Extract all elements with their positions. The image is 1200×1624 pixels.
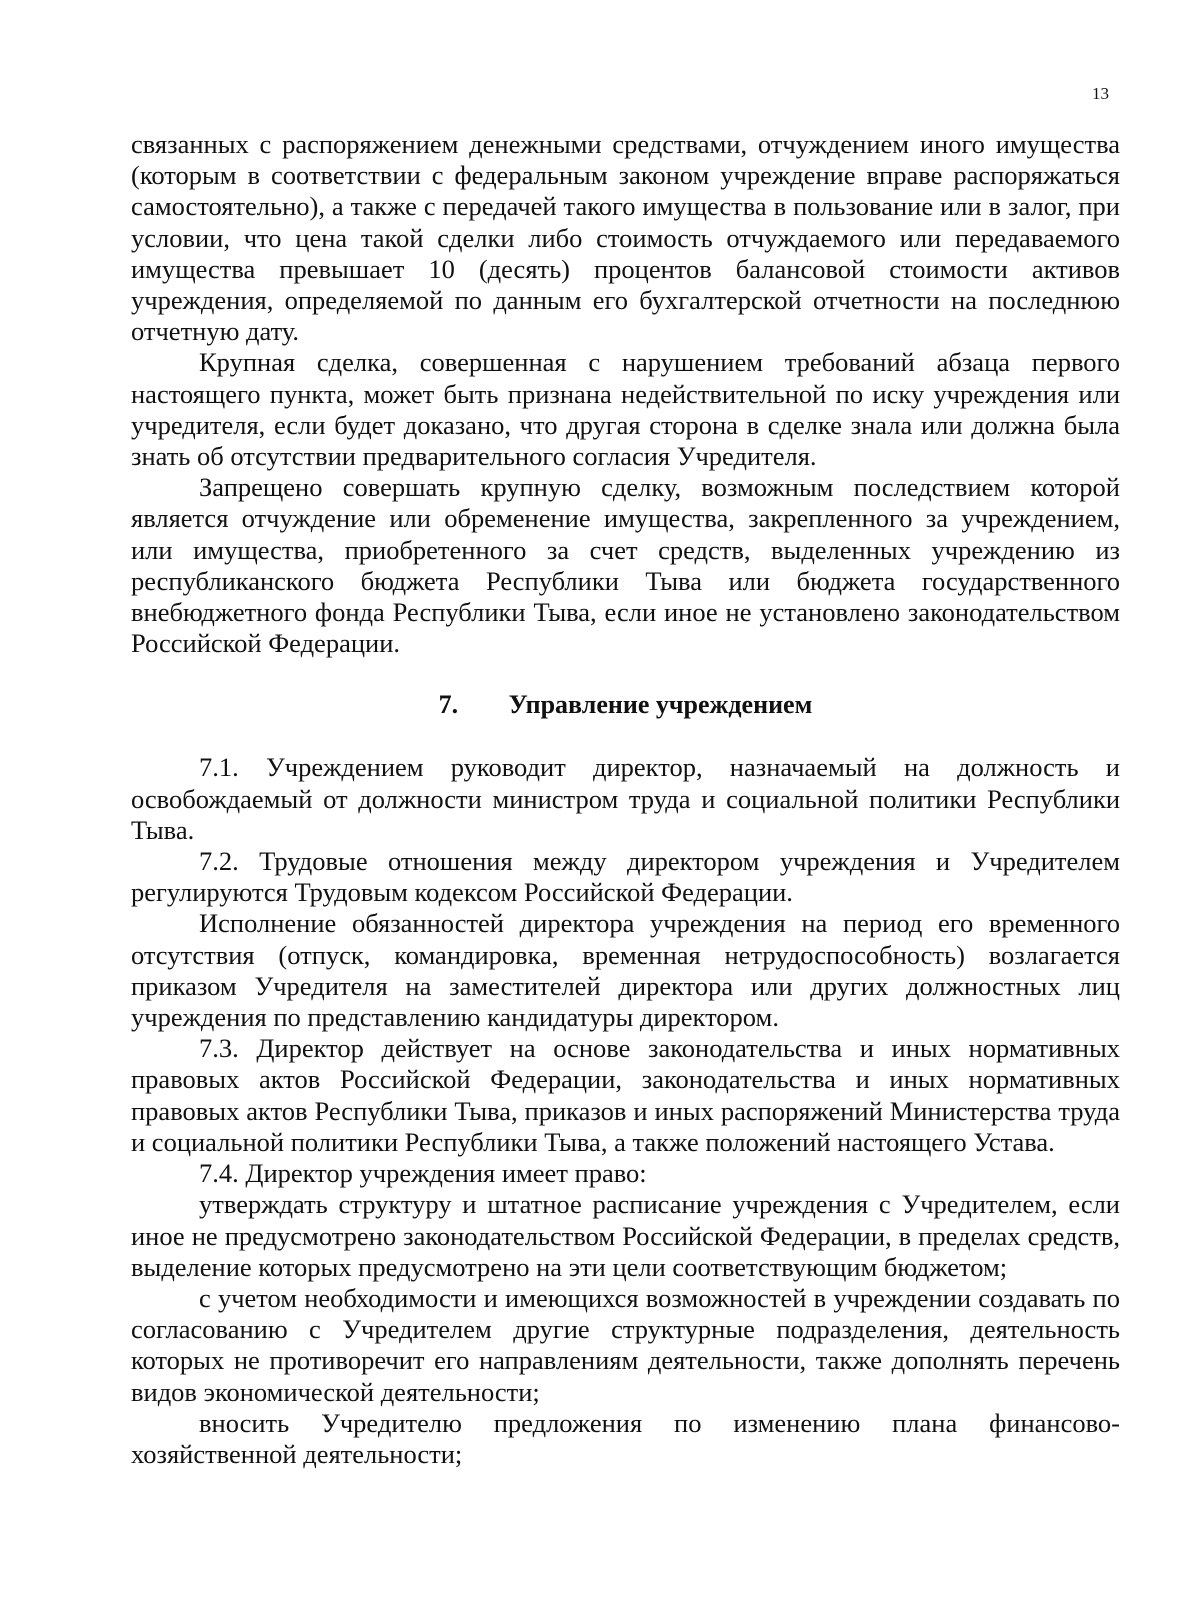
paragraph-7-1: 7.1. Учреждением руководит директор, назначаемый на должность и освобождаемый от должности министром труда и социальной политики Республики Тыва. bbox=[131, 752, 1120, 845]
paragraph-7-4: 7.4. Директор учреждения имеет право: bbox=[199, 1158, 647, 1189]
section-number: 7. bbox=[438, 690, 459, 720]
list-item-structure: утверждать структуру и штатное расписание учреждения с Учредителем, если иное не предусмотрено законодательством Российской Федерации, в пределах средств, выделение которых предусмотрено на эти цели соответствующим бюджетом; bbox=[131, 1189, 1120, 1282]
section-heading bbox=[131, 689, 1120, 720]
paragraph-7-3: 7.3. Директор действует на основе законодательства и иных нормативных правовых актов Российской Федерации, законодательства и иных нормативных правовых актов Республики Тыва, приказов и иных распоряжений Министерства труда и социальной политики Республики Тыва, а также положений настоящего Устава. bbox=[131, 1033, 1120, 1157]
section-title: Управление учреждением bbox=[508, 690, 813, 720]
document-body bbox=[131, 129, 1120, 1470]
paragraph-acting-director: Исполнение обязанностей директора учреждения на период его временного отсутствия (отпуск, командировка, временная нетрудоспособность) возлагается приказом Учредителя на заместителей директора или других должностных лиц учреждения по представлению кандидатуры директором. bbox=[131, 908, 1120, 1033]
paragraph-large-deal-continuation: связанных с распоряжением денежными средствами, отчуждением иного имущества (которым в соответствии с федеральным законом учреждение вправе распоряжаться самостоятельно), а также с передачей такого имущества в пользование или в залог, при условии, что цена такой сделки либо стоимость отчуждаемого или передаваемого имущества превышает 10 (десять) процентов балансовой стоимости активов учреждения, определяемой по данным его бухгалтерской отчетности на последнюю отчетную дату. bbox=[131, 129, 1120, 347]
paragraph-prohibited-deal: Запрещено совершать крупную сделку, возможным последствием которой является отчуждение или обременение имущества, закрепленного за учреждением, или имущества, приобретенного за счет средств, выделенных учреждению из республиканского бюджета Республики Тыва или бюджета государственного внебюджетного фонда Республики Тыва, если иное не установлено законодательством Российской Федерации. bbox=[131, 472, 1120, 659]
paragraph-invalid-deal: Крупная сделка, совершенная с нарушением требований абзаца первого настоящего пункта, может быть признана недействительной по иску учреждения или учредителя, если будет доказано, что другая сторона в сделке знала или должна была знать об отсутствии предварительного согласия Учредителя. bbox=[131, 347, 1120, 472]
page-number: 13 bbox=[1092, 84, 1109, 103]
list-item-financial-plan: вносить Учредителю предложения по изменению плана финансово-хозяйственной деятельности; bbox=[131, 1407, 1120, 1469]
list-item-subdivisions: с учетом необходимости и имеющихся возможностей в учреждении создавать по согласованию с Учредителем другие структурные подразделения, деятельность которых не противоречит его направлениям деятельности, также дополнять перечень видов экономической деятельности; bbox=[131, 1282, 1120, 1407]
paragraph-7-2: 7.2. Трудовые отношения между директором учреждения и Учредителем регулируются Трудовым кодексом Российской Федерации. bbox=[131, 846, 1120, 908]
